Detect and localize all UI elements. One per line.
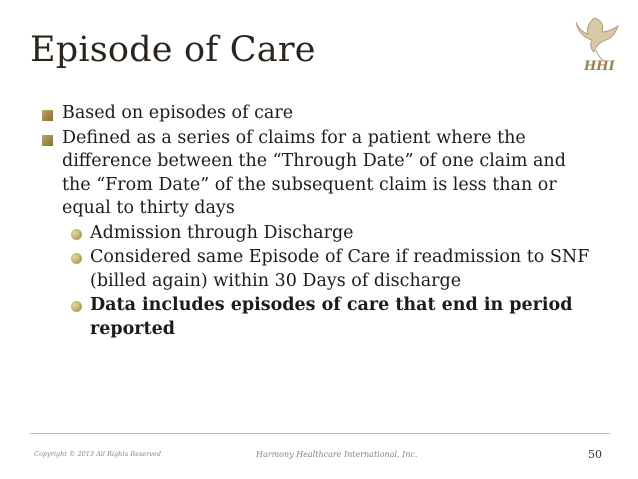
sub-bullet-text: Considered same Episode of Care if readmission to SNF (billed again) within 30 Days of discharge (90, 247, 590, 291)
footer-copyright: Copyright © 2013 All Rights Reserved (34, 450, 162, 458)
logo-letters: HHI (584, 59, 615, 74)
sub-bullet-text: Data includes episodes of care that end in period reported (90, 295, 573, 339)
round-bullet-icon (71, 253, 82, 264)
round-bullet-icon (71, 229, 82, 240)
round-bullet-icon (71, 301, 82, 312)
square-bullet-icon (42, 110, 53, 121)
square-bullet-icon (42, 135, 53, 146)
sub-bullet-item (0, 294, 638, 341)
slide-title: Episode of Care (30, 30, 316, 70)
sub-bullet-item (0, 246, 638, 293)
hhi-dove-logo-icon (572, 10, 622, 74)
bullet-text: Defined as a series of claims for a patient where the difference between the “Through Date” of one claim and the “From Date” of the subsequent claim is less than or equal to thirty days (62, 127, 566, 218)
bullet-text: Based on episodes of care (62, 103, 294, 123)
sub-bullet-list (0, 222, 638, 342)
bullet-item (0, 127, 638, 342)
footer-company: Harmony Healthcare International, Inc. (256, 450, 418, 459)
bullet-item (0, 102, 638, 126)
footer-divider (30, 433, 610, 434)
sub-bullet-text: Admission through Discharge (90, 222, 354, 243)
page-number: 50 (588, 448, 602, 461)
sub-bullet-item (0, 222, 638, 246)
bullet-list (0, 102, 638, 342)
